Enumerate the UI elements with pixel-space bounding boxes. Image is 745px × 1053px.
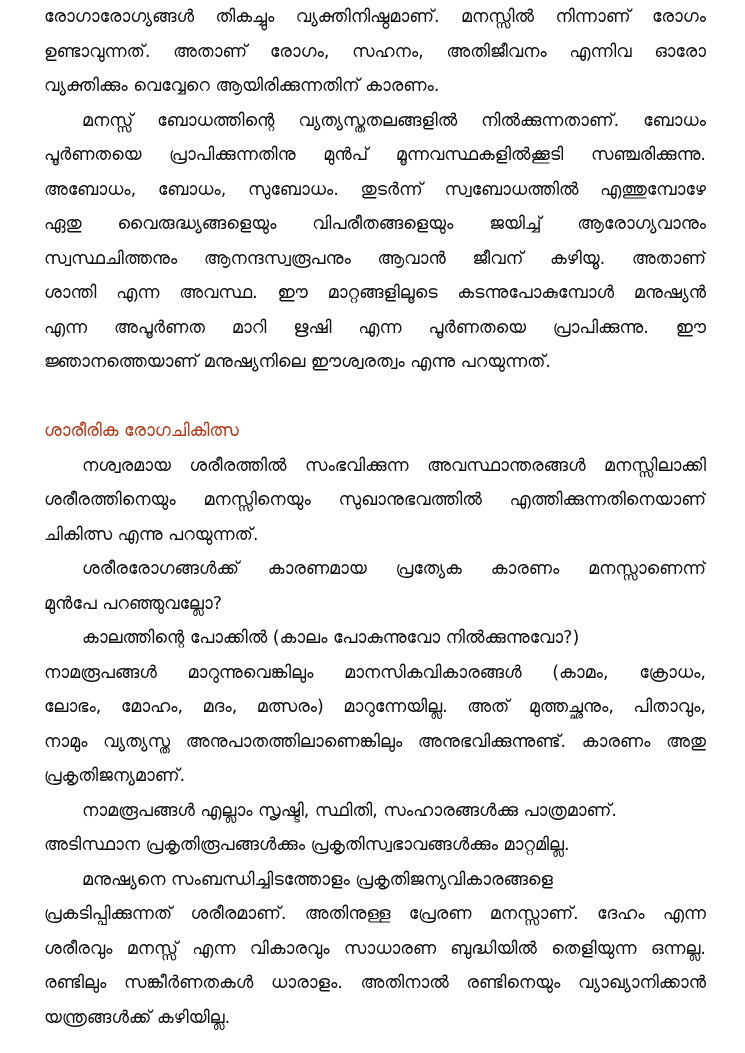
text-line: നാമരൂപങ്ങൾ എല്ലാം സൃഷ്ടി, സ്ഥിതി, സംഹാരങ്ങൾക്കു പാത്രമാണ്. bbox=[82, 800, 617, 821]
text-line: അബോധം, ബോധം, സുബോധം. തുടർന്ന് സ്വബോധത്തിൽ എത്തുമ്പോഴേ bbox=[44, 179, 706, 200]
text-line: നാമരൂപങ്ങൾ മാറുന്നുവെങ്കിലും മാനസികവികാരങ്ങൾ (കാമം, ക്രോധം, bbox=[44, 662, 706, 683]
text-line: സ്വസ്ഥചിത്തനും ആനന്ദസ്വരൂപനും ആവാൻ ജീവന് കഴിയൂ. അതാണ് bbox=[44, 248, 706, 269]
text-line: വ്യക്തിക്കും വെവ്വേറെ ആയിരിക്കുന്നതിന് കാരണം. bbox=[44, 76, 440, 96]
text-line: മുൻപേ പറഞ്ഞുവല്ലോ? bbox=[44, 593, 223, 614]
text-line: ചികിത്സ എന്നു പറയുന്നത്. bbox=[44, 524, 259, 545]
text-line: ലോഭം, മോഹം, മദം, മത്സരം) മാറുന്നേയില്ല. അത് മുത്തച്ഛനും, പിതാവും, bbox=[44, 697, 706, 717]
text-line: പ്രകൃതിജന്യമാണ്. bbox=[44, 766, 186, 786]
text-line: അടിസ്ഥാന പ്രകൃതിരൂപങ്ങൾക്കും പ്രകൃതിസ്വഭാവങ്ങൾക്കും മാറ്റമില്ല. bbox=[44, 835, 570, 855]
text-line: മനുഷ്യനെ സംബന്ധിച്ചിടത്തോളം പ്രകൃതിജന്യവികാരങ്ങളെ bbox=[82, 869, 553, 890]
paragraph-treatment bbox=[44, 449, 706, 553]
text-line: ജ്ഞാനത്തെയാണ് മനുഷ്യനിലെ ഈശ്വരത്വം എന്നു പറയുന്നത്. bbox=[44, 352, 551, 372]
text-line: ഉണ്ടാവുന്നത്. അതാണ് രോഗം, സഹനം, അതിജീവനം എന്നിവ ഓരോ bbox=[44, 41, 706, 62]
section-heading: ശാരീരിക രോഗചികിത്സ bbox=[44, 421, 239, 441]
document-page bbox=[44, 0, 706, 1035]
text-line: എന്ന അപൂർണത മാറി ഋഷി എന്ന പൂർണതയെ പ്രാപിക്കുന്നു. ഈ bbox=[44, 317, 706, 338]
text-line: ശരീരരോഗങ്ങൾക്ക് കാരണമായ പ്രത്യേക കാരണം മനസ്സാണെന്ന് bbox=[82, 559, 706, 579]
text-line: മനസ്സ് ബോധത്തിന്റെ വ്യത്യസ്തതലങ്ങളിൽ നിൽക്കുന്നതാണ്. ബോധം bbox=[82, 110, 706, 131]
text-line: പ്രകടിപ്പിക്കുന്നത് ശരീരമാണ്. അതിനുള്ള പ്രേരണ മനസ്സാണ്. ദേഹം എന്ന bbox=[44, 904, 706, 924]
paragraph-gap bbox=[44, 380, 706, 415]
paragraph-forms bbox=[44, 794, 706, 863]
paragraph-body bbox=[44, 863, 706, 1036]
text-line: ഏതു വൈരുദ്ധ്യങ്ങളെയും വിപരീതങ്ങളെയും ജയിച്ച് ആരോഗ്യവാനും bbox=[44, 214, 706, 234]
text-line: യന്ത്രങ്ങൾക്ക് കഴിയില്ല. bbox=[44, 1007, 231, 1028]
text-line: രോഗാരോഗ്യങ്ങൾ തികച്ചും വ്യക്തിനിഷ്ഠമാണ്. മനസ്സിൽ നിന്നാണ് രോഗം bbox=[44, 7, 706, 27]
text-line: നശ്വരമായ ശരീരത്തിൽ സംഭവിക്കുന്ന അവസ്ഥാന്തരങ്ങൾ മനസ്സിലാക്കി bbox=[82, 455, 706, 476]
paragraph-cause bbox=[44, 552, 706, 621]
text-line: രണ്ടിലും സങ്കീർണതകൾ ധാരാളം. അതിനാൽ രണ്ടിനെയും വ്യാഖ്യാനിക്കാൻ bbox=[44, 973, 706, 993]
text-line: ശരീരവും മനസ്സ് എന്ന വികാരവും സാധാരണ ബുദ്ധിയിൽ തെളിയുന്ന ഒന്നല്ല. bbox=[44, 938, 706, 959]
text-line: പൂർണതയെ പ്രാപിക്കുന്നതിനു മുൻപ് മൂന്നവസ്ഥകളിൽക്കൂടി സഞ്ചരിക്കുന്നു. bbox=[44, 145, 706, 165]
text-line: നാമും വ്യത്യസ്ത അനുപാതത്തിലാണെങ്കിലും അനുഭവിക്കുന്നുണ്ട്. കാരണം അതു bbox=[44, 731, 706, 752]
paragraph-intro bbox=[44, 0, 706, 104]
paragraph-consciousness bbox=[44, 104, 706, 380]
paragraph-time bbox=[44, 621, 706, 794]
text-line: ശരീരത്തിനെയും മനസ്സിനെയും സുഖാനുഭവത്തിൽ എത്തിക്കുന്നതിനെയാണ് bbox=[44, 490, 706, 510]
text-line: കാലത്തിന്റെ പോക്കിൽ (കാലം പോകുന്നുവോ നിൽക്കുന്നുവോ?) bbox=[82, 628, 580, 648]
text-line: ശാന്തി എന്ന അവസ്ഥ. ഈ മാറ്റങ്ങളിലൂടെ കടന്നുപോകുമ്പോൾ മനുഷ്യൻ bbox=[44, 283, 706, 303]
